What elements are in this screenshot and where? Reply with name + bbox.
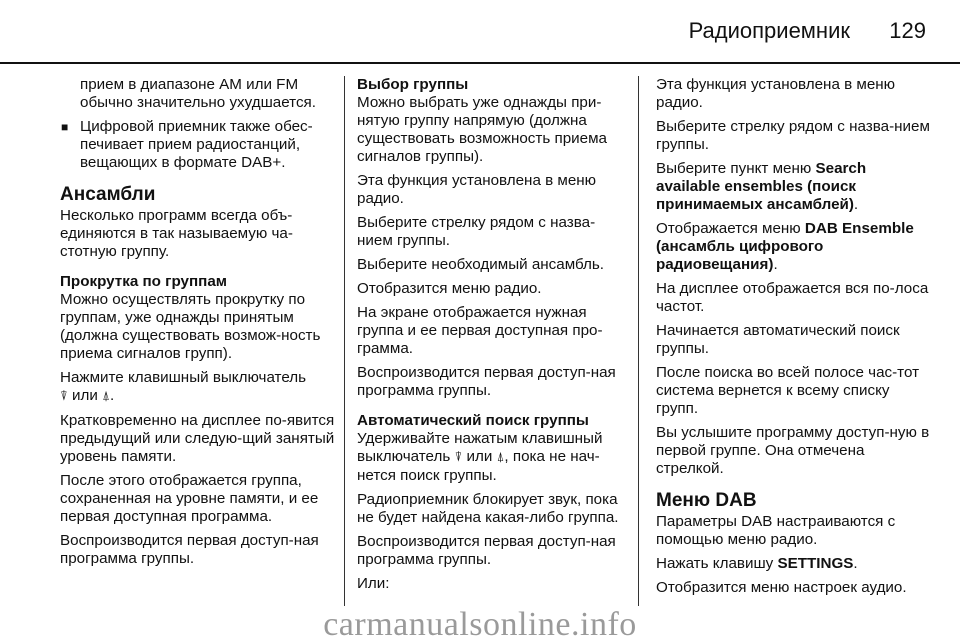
paragraph: Эта функция установлена в меню радио.: [357, 172, 597, 207]
settings-key-keyword: SETTINGS: [777, 555, 854, 572]
paragraph: Несколько программ всегда объ-единяются в так называемую ча-стотную группу.: [60, 207, 293, 260]
column-2: [357, 76, 627, 599]
paragraph: Кратковременно на дисплее по-явится предыдущий или следую-щий занятый уровень памяти.: [60, 412, 335, 465]
menu-name-keyword: DAB Ensemble (ансамбль цифрового радиовещания): [656, 220, 914, 273]
paragraph: После этого отображается группа, сохраненная на уровне памяти, и ее первая доступная программа.: [60, 472, 319, 525]
text-span: Нажмите клавишный выключатель: [60, 369, 307, 386]
paragraph: Выберите стрелку рядом с назва-нием группы.: [656, 118, 930, 153]
text-span: Удерживайте нажатым клавишный выключатель: [357, 430, 603, 465]
paragraph: После поиска во всей полосе час-тот система вернется к всему списку групп.: [656, 364, 920, 417]
header-rule: [0, 62, 960, 64]
paragraph: Воспроизводится первая доступ-ная программа группы.: [60, 532, 319, 567]
paragraph: Отобразится меню радио.: [357, 280, 542, 297]
paragraph: На дисплее отображается вся по-лоса частот.: [656, 280, 929, 315]
paragraph: [656, 555, 931, 573]
column-3: [656, 76, 931, 603]
watermark: carmanualsonline.info: [323, 606, 637, 643]
paragraph: Вы услышите программу доступ-ную в первой группе. Она отмечена стрелкой.: [656, 424, 930, 477]
section-heading-dab-menu: Меню DAB: [656, 490, 757, 511]
paragraph: Выберите необходимый ансамбль.: [357, 256, 604, 273]
paragraph: На экране отображается нужная группа и ее первая доступная про-грамма.: [357, 304, 603, 357]
bullet-item: [60, 118, 336, 172]
paragraph: [357, 430, 627, 485]
arrow-down-icon: ⍒: [454, 450, 463, 465]
paragraph: Параметры DAB настраиваются с помощью меню радио.: [656, 513, 896, 548]
page-header: [0, 0, 960, 62]
paragraph: Воспроизводится первая доступ-ная программа группы.: [357, 364, 616, 399]
text-span: .: [853, 196, 859, 213]
text-span: .: [109, 387, 115, 404]
arrow-down-icon: ⍒: [60, 389, 68, 404]
subheading-auto-search: Автоматический поиск группы: [357, 412, 589, 429]
paragraph: Радиоприемник блокирует звук, пока не будет найдена какая-либо группа.: [357, 491, 619, 526]
page-title: Радиоприемник: [688, 18, 850, 43]
column-divider: [344, 76, 345, 606]
section-heading-ensembles: Ансамбли: [60, 184, 156, 205]
paragraph: [656, 220, 931, 274]
text-span: .: [853, 555, 858, 572]
text-span: , пока не нач-нется поиск группы.: [357, 448, 600, 484]
paragraph: [60, 369, 336, 406]
subheading-select-group: Выбор группы: [357, 76, 469, 93]
bullet-text: Цифровой приемник также обес-печивает прием радиостанций, вещающих в формате DAB+.: [80, 118, 313, 171]
paragraph: [656, 160, 931, 214]
menu-item-keyword: Search available ensembles (поиск принимаемых ансамблей): [656, 160, 867, 213]
paragraph: Выберите стрелку рядом с назва-нием группы.: [357, 214, 596, 249]
bullet-icon: ■: [61, 120, 69, 134]
subheading-scroll: Прокрутка по группам: [60, 273, 228, 290]
text-span: Нажать клавишу: [656, 555, 774, 572]
arrow-up-icon: ⍋: [496, 450, 505, 465]
paragraph: Можно осуществлять прокрутку по группам, уже однажды принятым (должна существовать возмож-ность приема сигналов групп).: [60, 291, 321, 362]
paragraph: Можно выбрать уже однажды при-нятую группу напрямую (должна существовать возможность приема сигналов группы).: [357, 94, 607, 165]
paragraph: Эта функция установлена в меню радио.: [656, 76, 896, 111]
paragraph: прием в диапазоне AM или FM обычно значительно ухудшается.: [80, 76, 316, 111]
text-span: или: [466, 448, 493, 465]
paragraph: Или:: [357, 575, 390, 592]
text-span: Выберите пункт меню: [656, 160, 812, 177]
paragraph: Воспроизводится первая доступ-ная программа группы.: [357, 533, 616, 568]
text-span: .: [773, 256, 778, 273]
page-number: 129: [889, 18, 926, 43]
column-1: [60, 76, 336, 574]
column-divider: [638, 76, 639, 606]
text-span: или: [72, 387, 98, 404]
paragraph: Отобразится меню настроек аудио.: [656, 579, 907, 596]
paragraph: Начинается автоматический поиск группы.: [656, 322, 900, 357]
text-span: Отображается меню: [656, 220, 801, 237]
arrow-up-icon: ⍋: [102, 389, 110, 404]
